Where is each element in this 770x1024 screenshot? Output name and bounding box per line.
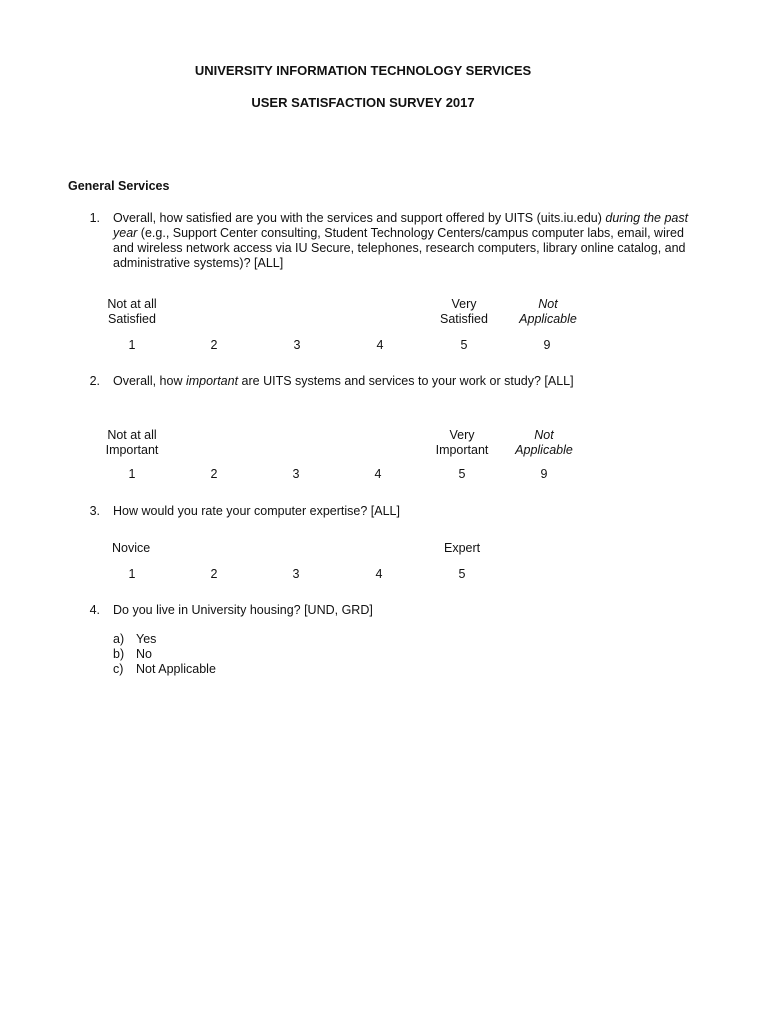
question-number: 2. xyxy=(89,374,100,388)
question-text: Do you live in University housing? [UND, GRD] xyxy=(113,603,373,617)
option-letter: b) xyxy=(113,647,125,661)
scale-high-label: Very Important xyxy=(435,428,489,457)
scale-na-label: Not Applicable xyxy=(515,428,573,457)
scale-high-label: Very Satisfied xyxy=(440,297,488,326)
option-label: Yes xyxy=(136,632,157,646)
scale-na-label: Not Applicable xyxy=(519,297,577,326)
option-label: Not Applicable xyxy=(136,662,216,676)
scale-high-label: Expert xyxy=(444,541,481,555)
option-label: No xyxy=(136,647,152,661)
scale-option-3[interactable]: 3 xyxy=(292,567,300,581)
option-letter: a) xyxy=(113,632,125,646)
question-number: 4. xyxy=(89,603,100,617)
scale-option-2[interactable]: 2 xyxy=(210,567,218,581)
scale-option-5[interactable]: 5 xyxy=(460,338,468,352)
question-text: Overall, how important are UITS systems and services to your work or study? [ALL] xyxy=(113,374,574,388)
section-heading: General Services xyxy=(68,179,170,193)
scale-option-4[interactable]: 4 xyxy=(375,567,383,581)
scale-option-2[interactable]: 2 xyxy=(210,338,218,352)
scale-option-4[interactable]: 4 xyxy=(376,338,384,352)
question-number: 1. xyxy=(89,211,100,225)
scale-option-9[interactable]: 9 xyxy=(543,338,551,352)
scale-option-1[interactable]: 1 xyxy=(128,338,136,352)
scale-low-label: Not at all Satisfied xyxy=(107,297,157,326)
scale-low-label: Novice xyxy=(112,541,151,555)
question-text: Overall, how satisfied are you with the services and support offered by UITS (uits.iu.edu) during the past year (e.g., Support Center consulting, Student Technology Centers/campus computer labs, email, wired and wireless network access via IU Secure, telephones, research computers, library online catalog, and administrative systems)? [ALL] xyxy=(113,211,689,270)
scale-option-4[interactable]: 4 xyxy=(374,467,382,481)
scale-option-5[interactable]: 5 xyxy=(458,567,466,581)
scale-option-1[interactable]: 1 xyxy=(128,567,136,581)
scale-option-1[interactable]: 1 xyxy=(128,467,136,481)
scale-option-2[interactable]: 2 xyxy=(210,467,218,481)
scale-low-label: Not at all Important xyxy=(105,428,159,457)
scale-option-9[interactable]: 9 xyxy=(540,467,548,481)
option-letter: c) xyxy=(113,662,124,676)
scale-option-3[interactable]: 3 xyxy=(293,338,301,352)
question-number: 3. xyxy=(89,504,100,518)
survey-subtitle: USER SATISFACTION SURVEY 2017 xyxy=(251,95,475,110)
survey-title: UNIVERSITY INFORMATION TECHNOLOGY SERVICES xyxy=(194,63,532,78)
question-text: How would you rate your computer expertise? [ALL] xyxy=(113,504,400,518)
scale-option-3[interactable]: 3 xyxy=(292,467,300,481)
scale-option-5[interactable]: 5 xyxy=(458,467,466,481)
